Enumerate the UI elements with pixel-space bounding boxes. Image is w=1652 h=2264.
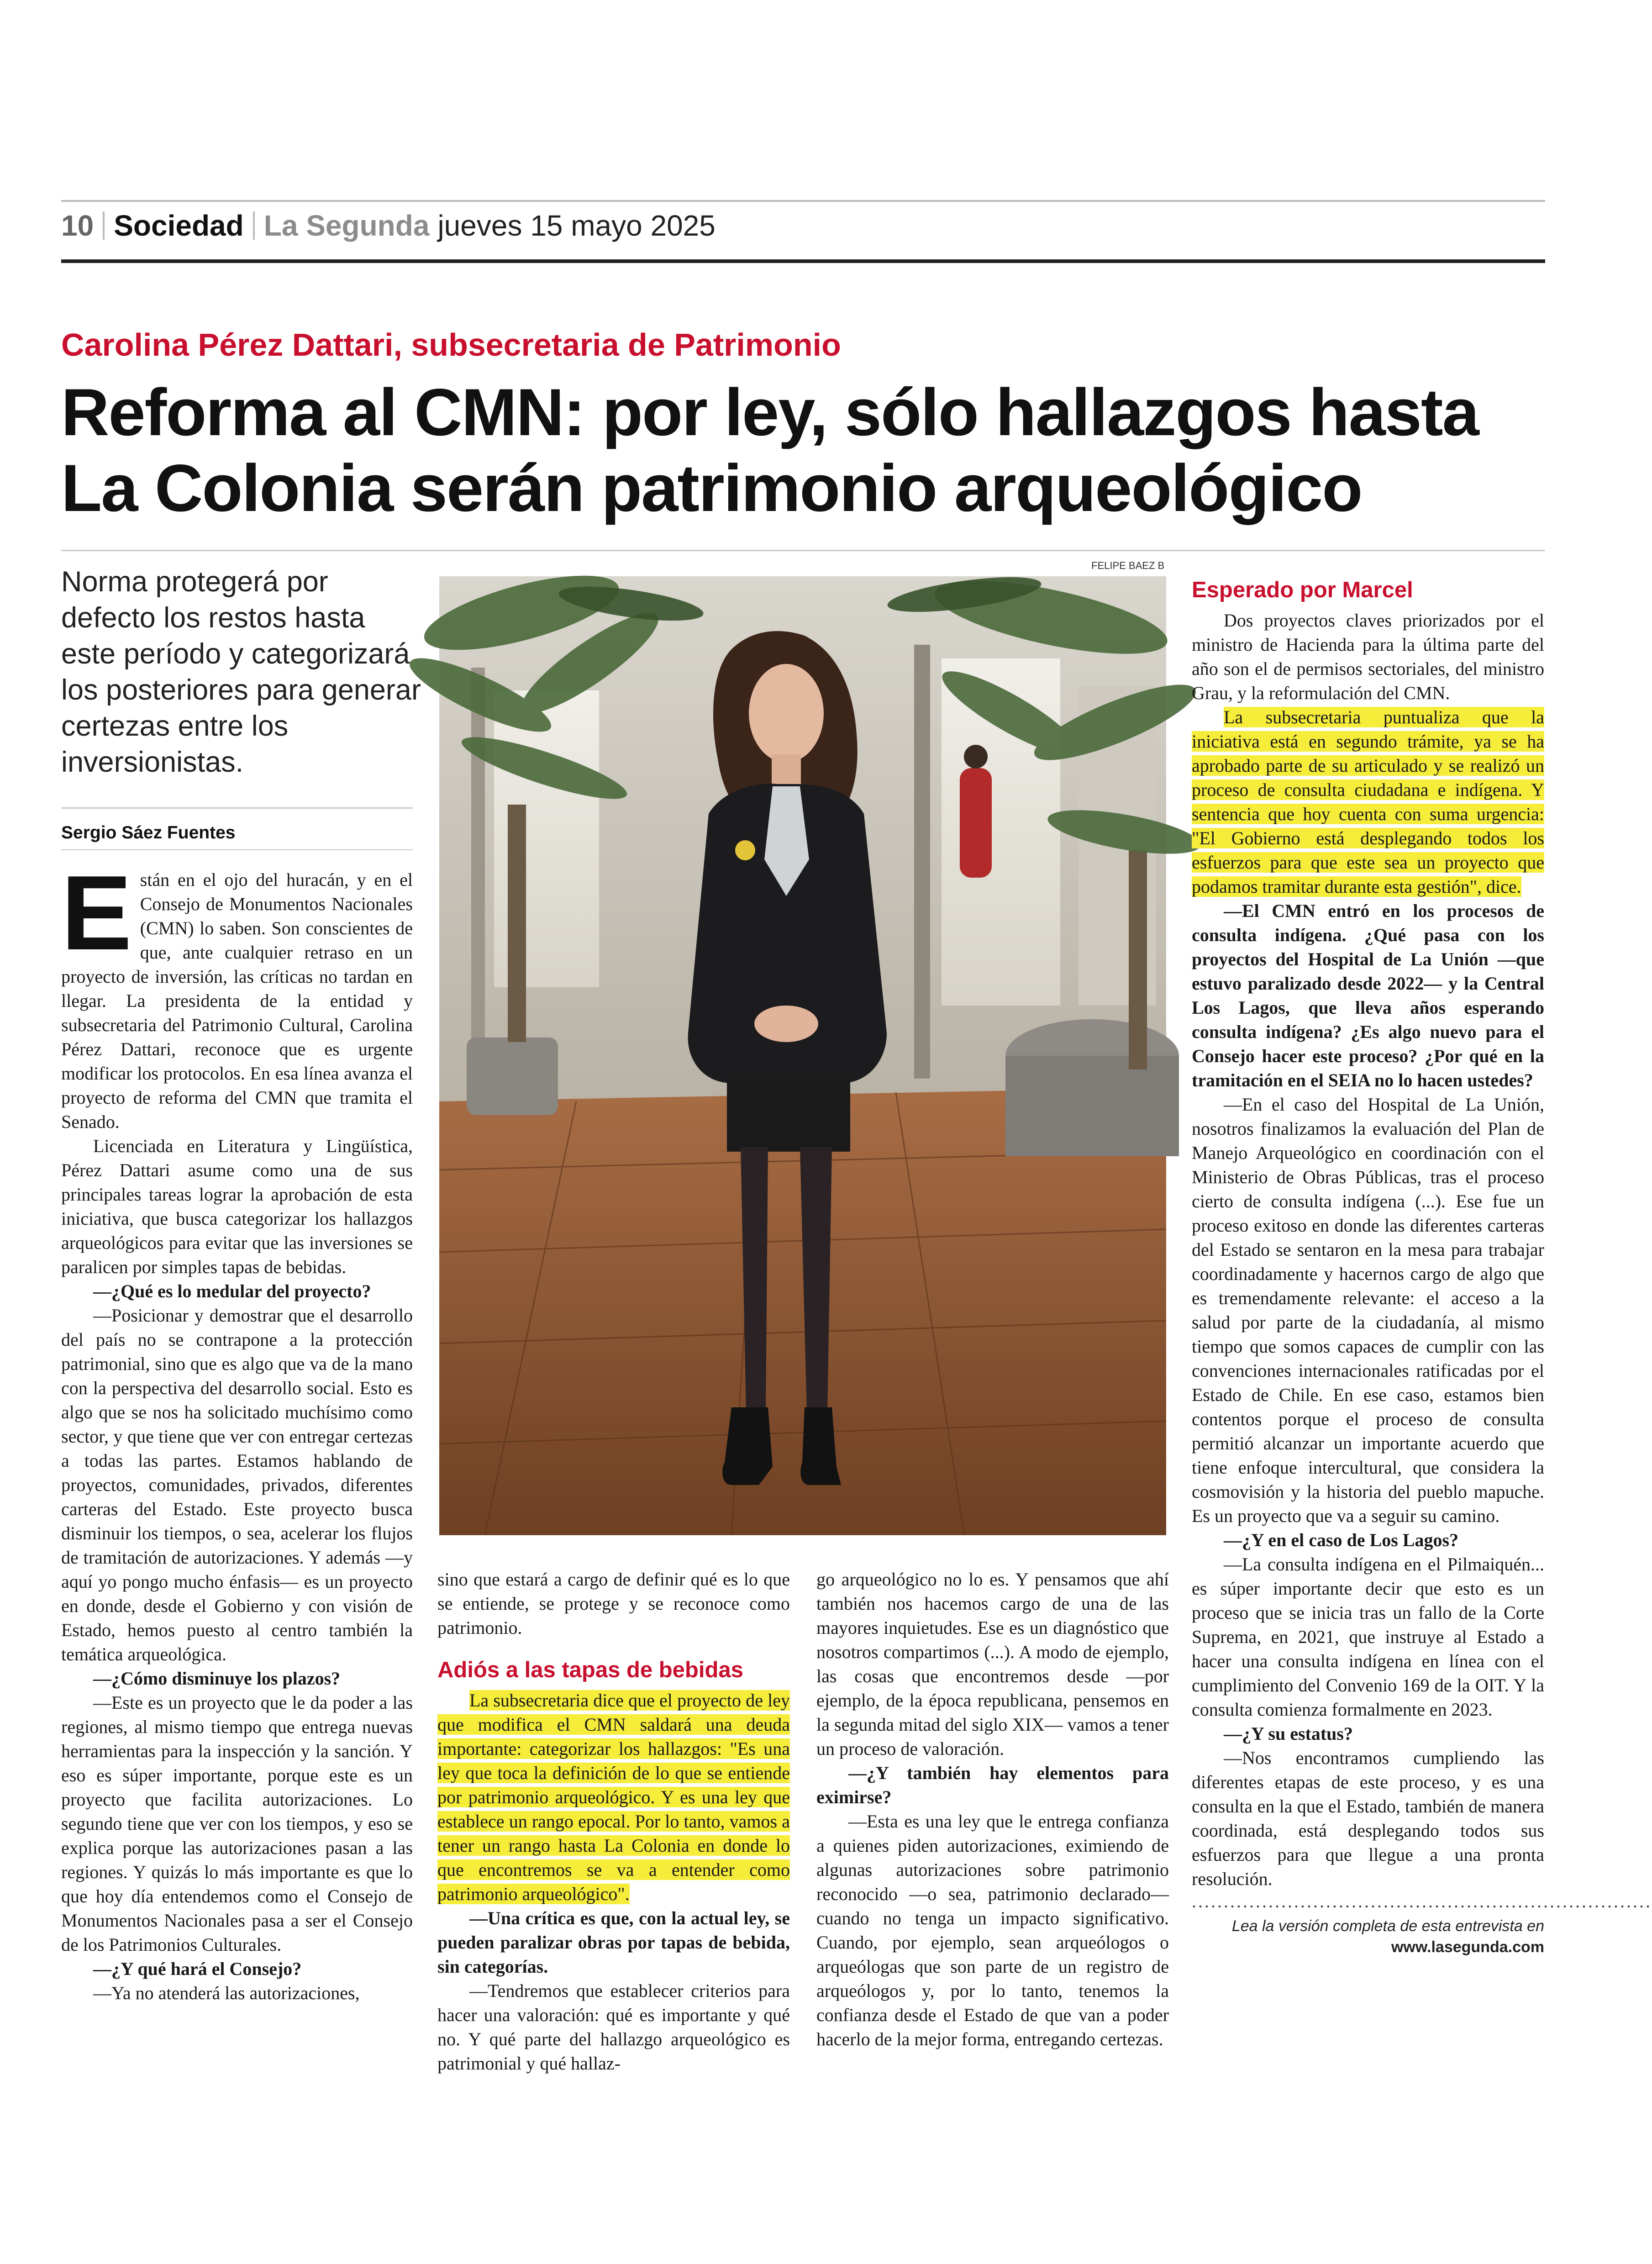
interview-answer: —Nos encontramos cumpliendo las diferentes etapas de este proceso, y es una consulta en la que el Estado, también de manera coordinada, está desplegando todos sus esfuerzos para que llegue a una pronta resolución. [1192,1748,1544,1889]
highlighted-paragraph: La subsecretaria puntualiza que la iniciativa está en segundo trámite, ya se ha aprobado parte de su articulado y se realizó un proceso de consulta ciudadana e indígena. Y sentencia que hoy cuenta con suma urgencia: "El Gobierno está desplegando todos los esfuerzos para que este sea un proyecto que podamos tramitar durante esta gestión", dice. [1192,707,1544,897]
page-number: 10 [61,209,94,242]
deck-rule [61,807,413,809]
interview-answer: —Tendremos que establecer criterios para hacer una valoración: qué es importante y qué no. Y qué parte del hallazgo arqueológico es patrimonial y qué hallaz- [437,1980,790,2074]
interview-answer: —En el caso del Hospital de La Unión, nosotros finalizamos la evaluación del Plan de Manejo Arqueológico en coordinación con el Ministerio de Obras Públicas, tras el proceso cierto de consulta indígena (...). Ese fue un proceso exitoso en donde las diferentes carteras del Estado se sentaron en la mesa para trabajar coordinadamente y hacernos cargo de algo que es tremendamente relevante: el acceso a la salud por parte de la ciudadanía, al mismo tiempo que somos capaces de cumplir con las convenciones internacionales ratificadas por el Estado de Chile. En ese caso, estamos bien contentos porque el proceso de consulta permitió alcanzar un importante acuerdo que tiene enfoque intercultural, que considera la cosmovisión y la historia del pueblo mapuche. Es un proyecto que va a seguir su camino. [1192,1094,1544,1526]
header-bottom-rule [61,259,1545,263]
online-note-text: Lea la versión completa de esta entrevista en [1231,1917,1544,1935]
paragraph: sino que estará a cargo de definir qué es lo que se entiende, se protege y se reconoce como patrimonio. [437,1569,790,1638]
article-column-2 [437,1567,790,2075]
article-column-3 [816,1567,1169,2051]
headline-line-2: La Colonia serán patrimonio arqueológico [61,451,1362,525]
byline-rule [61,849,413,850]
article-column-1 [61,854,413,2005]
interview-question: —¿Y su estatus? [1224,1723,1353,1744]
interview-answer: —Ya no atenderá las autorizaciones, [93,1983,360,2003]
header-divider [253,211,255,240]
headline-rule [61,550,1545,551]
section-name: Sociedad [114,209,244,242]
interview-question: —¿Y en el caso de Los Lagos? [1224,1530,1459,1550]
interview-question: —¿Y qué hará el Consejo? [93,1959,302,1979]
website-link[interactable]: www.lasegunda.com [1391,1938,1544,1956]
header-top-rule [61,200,1545,202]
drop-cap: E [61,854,132,972]
online-note [1192,1916,1544,1958]
interview-answer: —Posicionar y demostrar que el desarrollo del país no se contrapone a la protección patrimonial, sino que es algo que va de la mano con la perspectiva del desarrollo social. Esto es algo que se nos ha solicitado muchísimo como sector, y que tiene que ver con entregar certezas a todas las partes. Estamos hablando de proyectos, comunidades, privados, diferentes carteras del Estado. Este proyecto busca disminuir los tiempos, o sea, acelerar los flujos de tramitación de autorizaciones. Y además —y aquí yo pongo mucho énfasis— es un proyecto en donde, desde el Gobierno y con visión de Estado, hemos puesto al centro también la temática arqueológica. [61,1305,413,1664]
article-headline [61,374,1545,526]
section-subhead: Esperado por Marcel [1192,578,1413,602]
interview-question: —¿Qué es lo medular del proyecto? [93,1281,371,1301]
portrait-photo [439,576,1166,1535]
photo-credit: FELIPE BAEZ B [1091,560,1165,571]
article-kicker: Carolina Pérez Dattari, subsecretaria de Patrimonio [61,327,841,363]
interview-question: —¿Cómo disminuye los plazos? [93,1668,341,1689]
paragraph: stán en el ojo del huracán, y en el Consejo de Monumentos Nacionales (CMN) lo saben. Son conscientes de que, ante cualquier retraso en un proyecto de inversión, las críticas no tardan en llegar. La presidenta de la entidad y subsecretaria del Patrimonio Cultural, Carolina Pérez Dattari, reconoce que es urgente modificar los protocolos. En esa línea avanza el proyecto de reforma del CMN que tramita el Senado. [61,869,413,1132]
article-column-4 [1192,576,1652,1958]
highlighted-paragraph: La subsecretaria dice que el proyecto de ley que modifica el CMN saldará una deuda importante: categorizar los hallazgos: "Es una ley que toca la definición de lo que se entiende por patrimonio arqueológico. Y es una ley que establece un rango epocal. Por lo tanto, vamos a tener un rango hasta La Colonia en donde lo que encontremos se va a entender como patrimonio arqueológico". [437,1690,790,1904]
interview-answer: —Esta es una ley que le entrega confianza a quienes piden autorizaciones, eximiendo de algunas autorizaciones sobre patrimonio reconocido —o sea, patrimonio declarado— cuando no tenga un impacto significativo. Cuando, por ejemplo, sean arqueólogos o arqueólogas que son parte de un registro de arqueólogos y, por lo tanto, tenemos la confianza desde el Estado de que van a poder hacerlo de la mejor forma, entregando certezas. [816,1811,1169,2049]
paragraph: Dos proyectos claves priorizados por el ministro de Hacienda para la última parte del año son el de permisos sectoriales, del ministro Grau, y la reformulación del CMN. [1192,610,1544,703]
article-deck: Norma protegerá por defecto los restos hasta este período y categorizará los posteriores para generar certezas entre los inversionistas. [61,566,421,778]
interview-question: —Una crítica es que, con la actual ley, se pueden paralizar obras por tapas de bebida, sin categorías. [437,1908,790,1977]
interview-question: —El CMN entró en los procesos de consulta indígena. ¿Qué pasa con los proyectos del Hospital de La Unión —que estuvo paralizado desde 2022— y la Central Los Lagos, que lleva años esperando consulta indígena? ¿Es algo nuevo para el Consejo hacer este proceso? ¿Por qué en la tramitación en el SEIA no lo hacen ustedes? [1192,900,1544,1090]
page-header [61,206,716,245]
interview-answer: —La consulta indígena en el Pilmaiquén... es súper importante decir que esto es un proceso que se inicia tras un fallo de la Corte Suprema, en 2021, que instruye al Estado a hacer una consulta indígena en línea con el cumplimiento del Convenio 169 de la OIT. Y la consulta comienza formalmente en 2023. [1192,1554,1544,1720]
paragraph: go arqueológico no lo es. Y pensamos que ahí también nos hacemos cargo de una de las mayores inquietudes. Ese es un diagnóstico que nosotros compartimos (...). A modo de ejemplo, las cosas que encontremos desde —por ejemplo, de la época republicana, pensemos en la segunda mitad del siglo XIX— vamos a tener un proceso de valoración. [816,1569,1169,1759]
section-subhead: Adiós a las tapas de bebidas [437,1658,743,1682]
interview-answer: —Este es un proyecto que le da poder a las regiones, al mismo tiempo que entrega nuevas herramientas para la inspección y la sanción. Y eso es súper importante, porque este es un proyecto que facilita autorizaciones. Lo segundo tiene que ver con los tiempos, y eso se explica porque las autorizaciones pasan a las regiones. Y quizás lo más importante es que lo que hoy día entendemos como el Consejo de Monumentos Nacionales pasa a ser el Consejo de los Patrimonios Culturales. [61,1692,413,1955]
issue-date: jueves 15 mayo 2025 [437,209,716,242]
headline-line-1: Reforma al CMN: por ley, sólo hallazgos hasta [61,375,1478,449]
dotted-separator: ........................................................................ [1192,1891,1652,1911]
header-divider [103,211,105,240]
newspaper-name: La Segunda [263,209,430,242]
byline: Sergio Sáez Fuentes [61,823,236,842]
interview-question: —¿Y también hay elementos para eximirse? [816,1763,1169,1807]
paragraph: Licenciada en Literatura y Lingüística, Pérez Dattari asume como una de sus principales tareas lograr la aprobación de esta iniciativa, que busca categorizar los hallazgos arqueológicos para evitar que las inversiones se paralicen por simples tapas de bebidas. [61,1136,413,1277]
